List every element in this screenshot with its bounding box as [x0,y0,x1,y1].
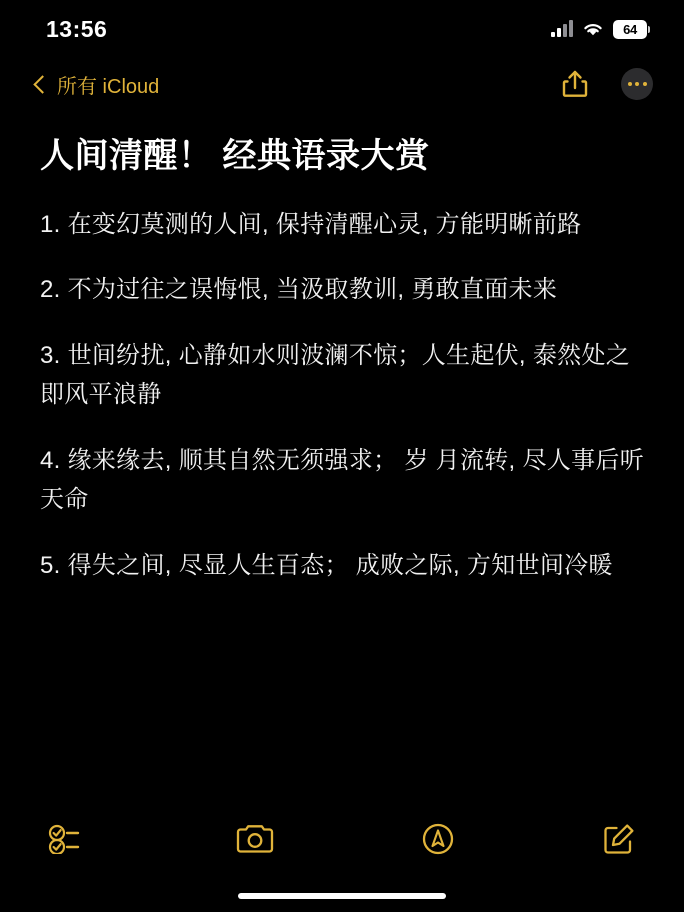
share-button[interactable] [558,67,592,101]
note-paragraph: 4. 缘来缘去, 顺其自然无须强求； 岁 月流转, 尽人事后听天命 [40,447,644,513]
note-content[interactable] [0,110,684,798]
share-icon [562,69,588,99]
more-ellipsis-icon [621,68,653,100]
markup-button[interactable] [421,822,455,856]
markup-pen-icon [421,822,455,856]
compose-button[interactable] [602,822,636,856]
compose-icon [602,822,636,856]
cellular-signal-icon [551,21,573,37]
wifi-icon [582,21,604,38]
note-paragraph: 3. 世间纷扰, 心静如水则波澜不惊；人生起伏, 泰然处之即风平浪静 [40,342,631,409]
note-paragraph: 2. 不为过往之误悔恨, 当汲取教训, 勇敢直面未来 [40,276,558,304]
navigation-bar [0,58,684,110]
home-indicator[interactable] [238,893,446,899]
camera-button[interactable] [235,823,275,855]
back-button[interactable] [36,70,159,99]
checklist-icon [48,824,88,854]
status-time: 13:56 [46,15,108,42]
camera-icon [235,823,275,855]
note-toolbar [0,798,684,880]
note-paragraph: 1. 在变幻莫测的人间, 保持清醒心灵, 方能明晰前路 [40,210,582,238]
status-bar [0,0,684,58]
battery-percent: 64 [613,20,647,39]
checklist-button[interactable] [48,824,88,854]
note-paragraph: 5. 得失之间, 尽显人生百态； 成败之际, 方知世间冷暖 [40,551,613,579]
nav-actions [558,67,654,101]
more-button[interactable] [620,67,654,101]
back-button-label: 所有 iCloud [57,75,160,98]
status-indicators [551,20,650,39]
home-indicator-area [0,880,684,912]
note-title: 人间清醒！ 经典语录大赏 [40,137,430,175]
battery-icon [613,20,650,39]
battery-tip [648,26,650,33]
chevron-left-icon [33,75,51,93]
